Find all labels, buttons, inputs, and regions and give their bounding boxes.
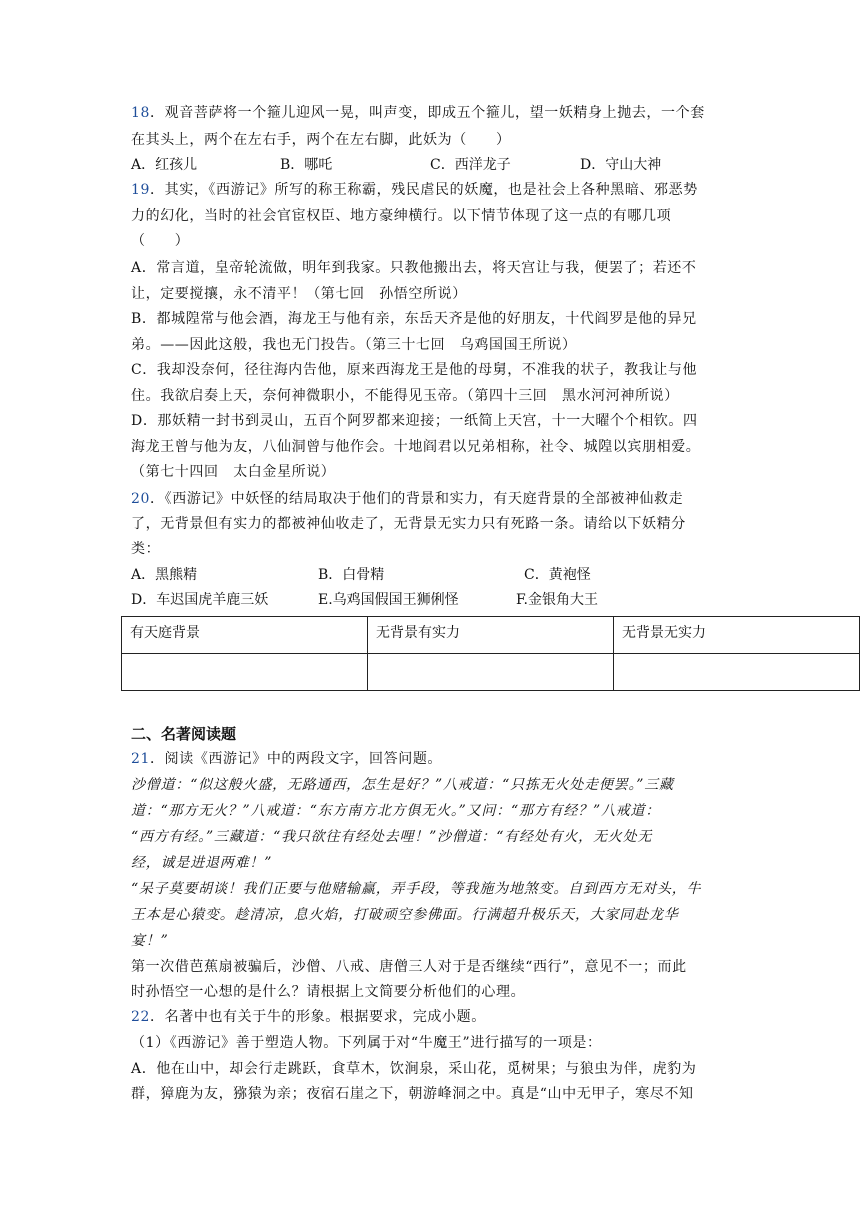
q21-passage2-2: 王本是心猿变。趁清凉，息火焰，打破顽空参佛面。行满超升极乐天，大家同赴龙华 [131,907,679,923]
q19-line-2: 力的幻化，当时的社会官宦权臣、地方豪绅横行。以下情节体现了这一点的有哪几项 [131,208,672,224]
q22-number: 22 [131,1009,151,1025]
q18-line-1: 18．观音菩萨将一个箍儿迎风一晃，叫声变，即成五个箍儿，望一妖精身上抛去，一个套 [131,105,705,121]
q19-option-d-1: D．那妖精一封书到灵山，五百个阿罗都来迎接；一纸简上天宫，十一大曜个个相钦。四 [131,413,698,429]
q18-option-d: D．守山大神 [580,157,662,173]
q21-question-2: 时孙悟空一心想的是什么？请根据上文简要分析他们的心理。 [131,984,526,1000]
q18-number: 18 [131,105,151,121]
q21-passage2-1: “呆子莫要胡谈！我们正要与他赌输赢，弄手段，等我施为地煞变。自到西方无对头，牛 [131,881,702,897]
section-heading: 二、名著阅读题 [131,725,237,743]
q21-passage1-4: 经，诚是进退两难！” [131,855,273,871]
q18-option-a: A．红孩儿 [131,157,198,173]
q21-passage2-3: 宴！” [131,933,169,949]
q21-passage1-2: 道：“那方无火？”八戒道：“东方南方北方俱无火。”又问：“那方有经？”八戒道： [131,803,661,819]
classification-table [121,616,860,691]
table-header-strong: 无背景有实力 [368,617,614,654]
table-header-heaven: 有天庭背景 [122,617,368,654]
q21-number: 21 [131,751,151,767]
q20-line-1: 20．《西游记》中妖怪的结局取决于他们的背景和实力，有天庭背景的全部被神仙救走 [131,491,684,507]
table-answer-cell[interactable] [614,654,860,691]
q20-option-a: A．黑熊精 [131,567,198,583]
q21-passage1-1: 沙僧道：“似这般火盛，无路通西，怎生是好？”八戒道：“只拣无火处走便罢。”三藏 [131,777,674,793]
q19-option-c-1: C．我却没奈何，径往海内告他，原来西海龙王是他的母舅，不准我的状子，教我让与他 [131,362,698,378]
q22-option-a-1: A．他在山中，却会行走跳跃，食草木，饮涧泉，采山花，觅树果；与狼虫为伴，虎豹为 [131,1061,697,1077]
table-answer-cell[interactable] [368,654,614,691]
q19-line-3: （ ） [131,233,190,249]
q20-option-c: C．黄袍怪 [524,567,591,583]
q21-passage1-3: “西方有经。”三藏道：“我只欲往有经处去哩！”沙僧道：“有经处有火，无火处无 [131,829,653,845]
q20-line-2: 了，无背景但有实力的都被神仙收走了，无背景无实力只有死路一条。请给以下妖精分 [131,516,686,532]
q20-number: 20 [131,491,151,507]
q18-line-2: 在其头上，两个在左右手，两个在左右脚，此妖为（ ） [131,132,511,148]
q18-option-c: C．西洋龙子 [430,157,511,173]
q19-option-b-1: B．都城隍常与他会酒，海龙王与他有亲，东岳天齐是他的好朋友，十代阎罗是他的异兄 [131,311,697,327]
q20-option-f: F.金银角大王 [516,592,598,608]
q18-option-b: B．哪吒 [280,157,333,173]
q19-option-d-3: （第七十四回 太白金星所说） [131,464,336,480]
q19-option-a-2: 让，定要搅攘，永不清平！（第七回 孙悟空所说） [131,286,467,302]
q19-option-a-1: A．常言道，皇帝轮流做，明年到我家。只教他搬出去，将天宫让与我，便罢了；若还不 [131,260,697,276]
q22-subquestion-1: （1）《西游记》善于塑造人物。下列属于对“牛魔王”进行描写的一项是： [131,1035,602,1051]
q19-option-d-2: 海龙王曾与他为友，八仙洞曾与他作会。十地阎君以兄弟相称，社令、城隍以宾朋相爱。 [131,439,701,455]
q22-option-a-2: 群，獐鹿为友，猕猿为亲；夜宿石崖之下，朝游峰洞之中。真是“山中无甲子，寒尽不知 [131,1086,694,1102]
table-answer-cell[interactable] [122,654,368,691]
q21-line-intro: 21．阅读《西游记》中的两段文字，回答问题。 [131,751,443,767]
table-header-weak: 无背景无实力 [614,617,860,654]
q19-line-1: 19．其实，《西游记》所写的称王称霸，残民虐民的妖魔，也是社会上各种黑暗、邪恶势 [131,182,698,198]
q19-option-b-2: 弟。——因此这般，我也无门投告。（第三十七回 乌鸡国国王所说） [131,337,577,353]
q22-line-intro: 22．名著中也有关于牛的形象。根据要求，完成小题。 [131,1009,486,1025]
q20-option-d: D．车迟国虎羊鹿三妖 [131,592,269,608]
q19-option-c-2: 住。我欲启奏上天，奈何神微职小，不能得见玉帝。（第四十三回 黑水河河神所说） [131,388,679,404]
q20-option-b: B．白骨精 [318,567,385,583]
q21-question-1: 第一次借芭蕉扇被骗后，沙僧、八戒、唐僧三人对于是否继续“西行”，意见不一；而此 [131,959,687,975]
q19-number: 19 [131,182,151,198]
q20-option-e: E.乌鸡国假国王狮俐怪 [318,592,459,608]
q20-line-3: 类： [131,541,161,557]
